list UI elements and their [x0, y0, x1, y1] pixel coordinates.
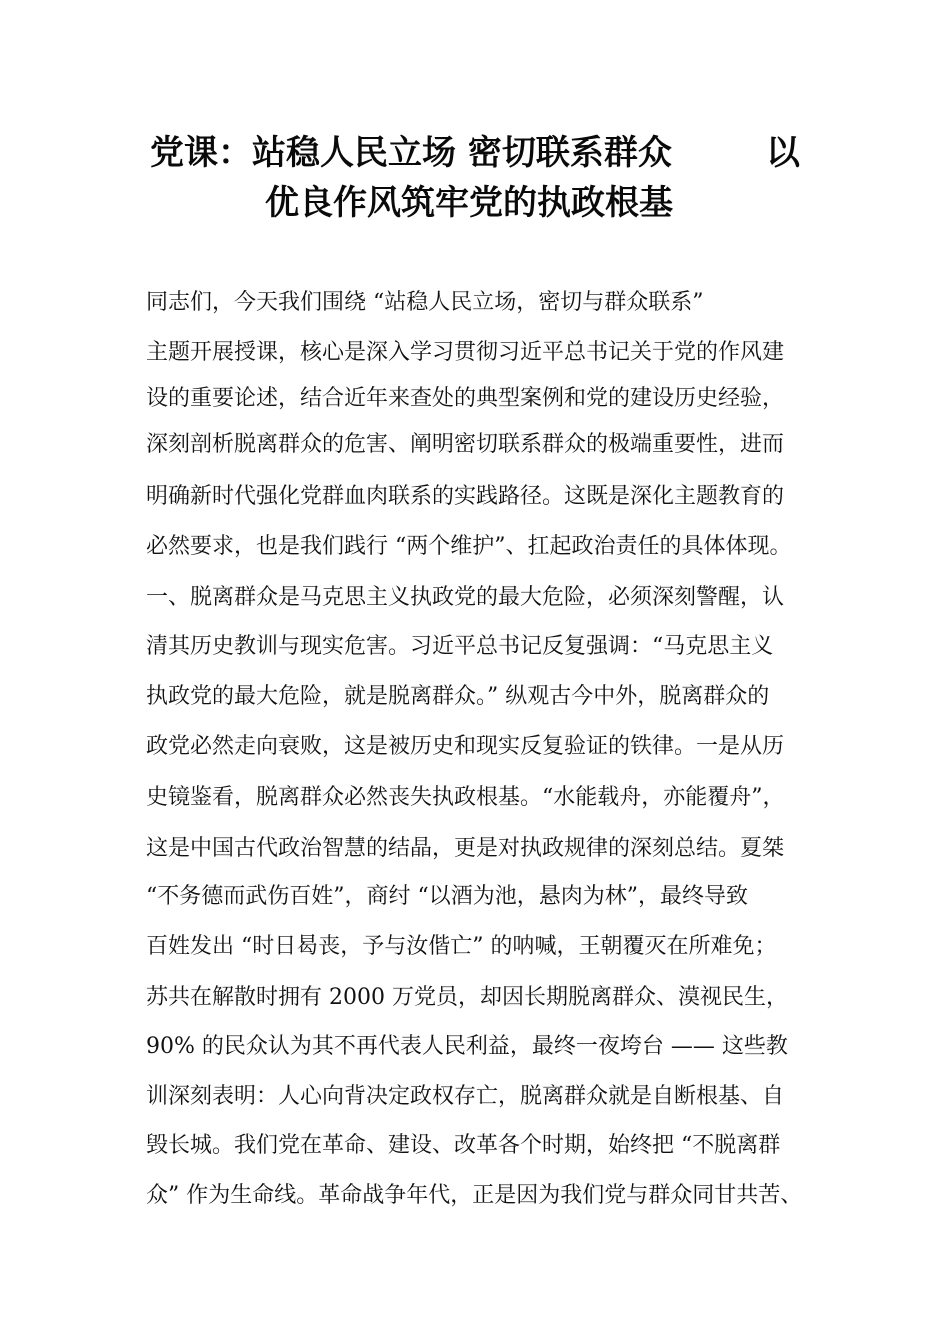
- title-trailing-char: 以: [766, 133, 800, 173]
- body-line: 众” 作为生命线。革命战争年代，正是因为我们党与群众同甘共苦、: [146, 1183, 803, 1208]
- body-line: 设的重要论述，结合近年来查处的典型案例和党的建设历史经验，: [146, 386, 785, 411]
- body-line: 清其历史教训与现实危害。习近平总书记反复强调：“马克思主义: [146, 634, 774, 659]
- body-line: 同志们，今天我们围绕 “站稳人民立场，密切与群众联系”: [146, 290, 704, 315]
- body-line: 执政党的最大危险，就是脱离群众。” 纵观古今中外，脱离群众的: [146, 684, 770, 709]
- title-subtitle-text: 优良作风筑牢党的执政根基: [265, 183, 673, 223]
- body-line: 一、脱离群众是马克思主义执政党的最大危险，必须深刻警醒，认: [146, 585, 785, 610]
- body-line: “不务德而武伤百姓”，商纣 “以酒为池，悬肉为林”，最终导致: [146, 884, 748, 909]
- body-line: 苏共在解散时拥有 2000 万党员，却因长期脱离群众、漠视民生，: [146, 985, 788, 1010]
- title-main-text: 党课：站稳人民立场 密切联系群众: [150, 133, 672, 173]
- body-line: 百姓发出 “时日曷丧，予与汝偕亡” 的呐喊，王朝覆灭在所难免；: [146, 934, 777, 959]
- body-line: 毁长城。我们党在革命、建设、改革各个时期，始终把 “不脱离群: [146, 1133, 781, 1158]
- body-line: 必然要求，也是我们践行 “两个维护”、扛起政治责任的具体体现。: [146, 534, 792, 559]
- body-line: 深刻剖析脱离群众的危害、阐明密切联系群众的极端重要性，进而: [146, 432, 785, 457]
- body-line: 主题开展授课，核心是深入学习贯彻习近平总书记关于党的作风建: [146, 340, 785, 365]
- body-line: 政党必然走向衰败，这是被历史和现实反复验证的铁律。一是从历: [146, 734, 785, 759]
- body-line: 这是中国古代政治智慧的结晶，更是对执政规律的深刻总结。夏桀: [146, 836, 785, 861]
- body-line: 明确新时代强化党群血肉联系的实践路径。这既是深化主题教育的: [146, 484, 785, 509]
- body-line: 90% 的民众认为其不再代表人民利益，最终一夜垮台 —— 这些教: [146, 1034, 788, 1059]
- body-line: 史镜鉴看，脱离群众必然丧失执政根基。“水能载舟，亦能覆舟”，: [146, 785, 785, 810]
- body-line: 训深刻表明：人心向背决定政权存亡，脱离群众就是自断根基、自: [146, 1084, 785, 1109]
